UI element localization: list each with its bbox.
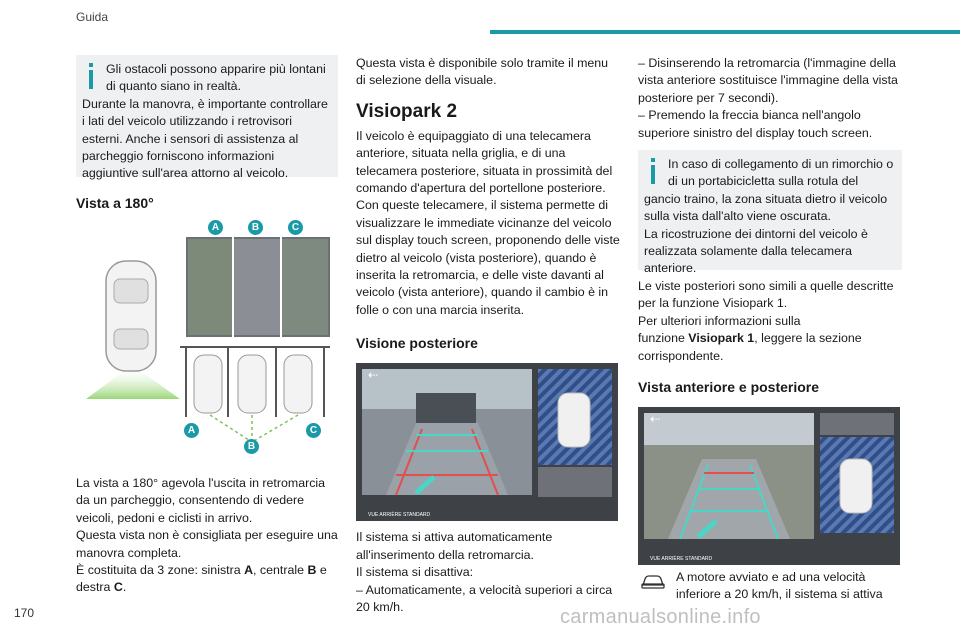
note-text-1: gancio traino, la zona situata dietro il veicolo sulla vista dall'alto viene oscurata. <box>644 191 888 224</box>
car-cone-graphic <box>76 217 338 469</box>
visiopark-2-body: Il veicolo è equipaggiato di una telecamera anteriore, situata nella griglia, e di una telecamera posteriore, situata in prossimità del comando d'apertura del portellone posteriore. Con queste telecamere, il sistema permette di visualizzare le immediate vicinanze del veicolo sul display touch screen, proponendo delle viste dietro al veicolo (vista posteriore), quando è inserita la retromarcia, e delle viste davanti al veicolo (vista anteriore), quando il cambio è in folle o con una marcia inserita. <box>356 128 620 317</box>
speed-note-line-1: A motore avviato e ad una velocità <box>676 570 866 585</box>
note-line-2: di un portabicicletta sulla rotula del <box>668 174 859 189</box>
heading-vista-180: Vista a 180° <box>76 195 154 211</box>
car-icon <box>640 573 666 591</box>
front-rear-camera-screenshot <box>638 407 900 565</box>
label-b-top: B <box>248 220 263 235</box>
label-b-bottom: B <box>244 439 259 454</box>
rear-screen-label: VUE ARRIÈRE STANDARD <box>368 512 431 519</box>
intro-text: Questa vista è disponibile solo tramite il menu di selezione della visuale. <box>356 56 609 88</box>
page-number: 170 <box>14 606 35 620</box>
vista-180-para-1: La vista a 180° agevola l'uscita in retromarcia da un parcheggio, consentendo di vedere veicoli, pedoni e ciclisti in arrivo. <box>76 476 326 525</box>
info-note-trailer <box>638 150 902 276</box>
info-icon <box>84 63 98 89</box>
label-a-bottom: A <box>184 423 199 438</box>
para-visiopark1: funzione Visiopark 1, leggere la sezione corrispondente. <box>638 331 862 363</box>
deactivation-item-1: – Automaticamente, a velocità superiori a circa 20 km/h. <box>356 582 613 614</box>
para-more-info: Per ulteriori informazioni sulla <box>638 313 801 328</box>
info-icon <box>646 158 660 184</box>
heading-visione-posteriore: Visione posteriore <box>356 335 478 352</box>
note-line-2: di quanto siano in realtà. <box>106 79 242 94</box>
label-c-bottom: C <box>306 423 321 438</box>
section-title: Guida <box>76 10 109 24</box>
note-text-2: La ricostruzione dei dintorni del veicolo è realizzata solamente dalla telecamera anteriore. <box>644 226 868 276</box>
svg-text:⇠: ⇠ <box>650 412 661 427</box>
deactivation-item-3: – Premendo la freccia bianca nell'angolo superiore sinistro del display touch screen. <box>638 108 873 140</box>
deactivation-intro: Il sistema si disattiva: <box>356 565 474 580</box>
heading-vista-anteriore-posteriore: Vista anteriore e posteriore <box>638 379 820 396</box>
label-c-top: C <box>288 220 303 235</box>
speed-note-line-2: inferiore a 20 km/h, il sistema si attiva <box>676 587 883 602</box>
note-line-1: In caso di collegamento di un rimorchio o <box>668 157 894 172</box>
front-rear-camera-image <box>638 407 900 565</box>
header-accent-bar <box>490 30 960 34</box>
para-similar: Le viste posteriori sono simili a quelle descritte per la funzione Visiopark 1. <box>638 279 894 311</box>
speed-note <box>638 569 902 604</box>
note-text: Durante la manovra, è importante controllare i lati del veicolo utilizzando i retrovisori esterni. Anche i sensori di assistenza al parcheggio forniscono informazioni aggiuntive sull'area attorno al veicolo. <box>82 96 328 181</box>
label-a-top: A <box>208 220 223 235</box>
rear-camera-image <box>356 363 618 521</box>
vista-180-para-2: Questa vista non è consigliata per eseguire una manovra completa. <box>76 528 338 560</box>
front-rear-screen-label: VUE ARRIÈRE STANDARD <box>650 556 713 563</box>
svg-text:⇠: ⇠ <box>368 368 379 383</box>
illustration-180 <box>76 217 338 469</box>
activation-text: Il sistema si attiva automaticamente all'inserimento della retromarcia. <box>356 530 553 562</box>
watermark: carmanualsonline.info <box>560 606 761 628</box>
vista-180-para-3: È costituita da 3 zone: sinistra A, centrale B e destra C. <box>76 563 327 595</box>
column-1 <box>76 55 338 597</box>
column-3 <box>638 55 902 604</box>
heading-visiopark-2: Visiopark 2 <box>356 100 458 122</box>
info-note <box>76 55 338 181</box>
column-2 <box>356 55 620 616</box>
note-line-1: Gli ostacoli possono apparire più lontani <box>106 62 326 76</box>
rear-camera-screenshot <box>356 363 618 521</box>
deactivation-item-2: – Disinserendo la retromarcia (l'immagine della vista anteriore sostituisce l'immagine della vista posteriore per 7 secondi). <box>638 56 898 105</box>
